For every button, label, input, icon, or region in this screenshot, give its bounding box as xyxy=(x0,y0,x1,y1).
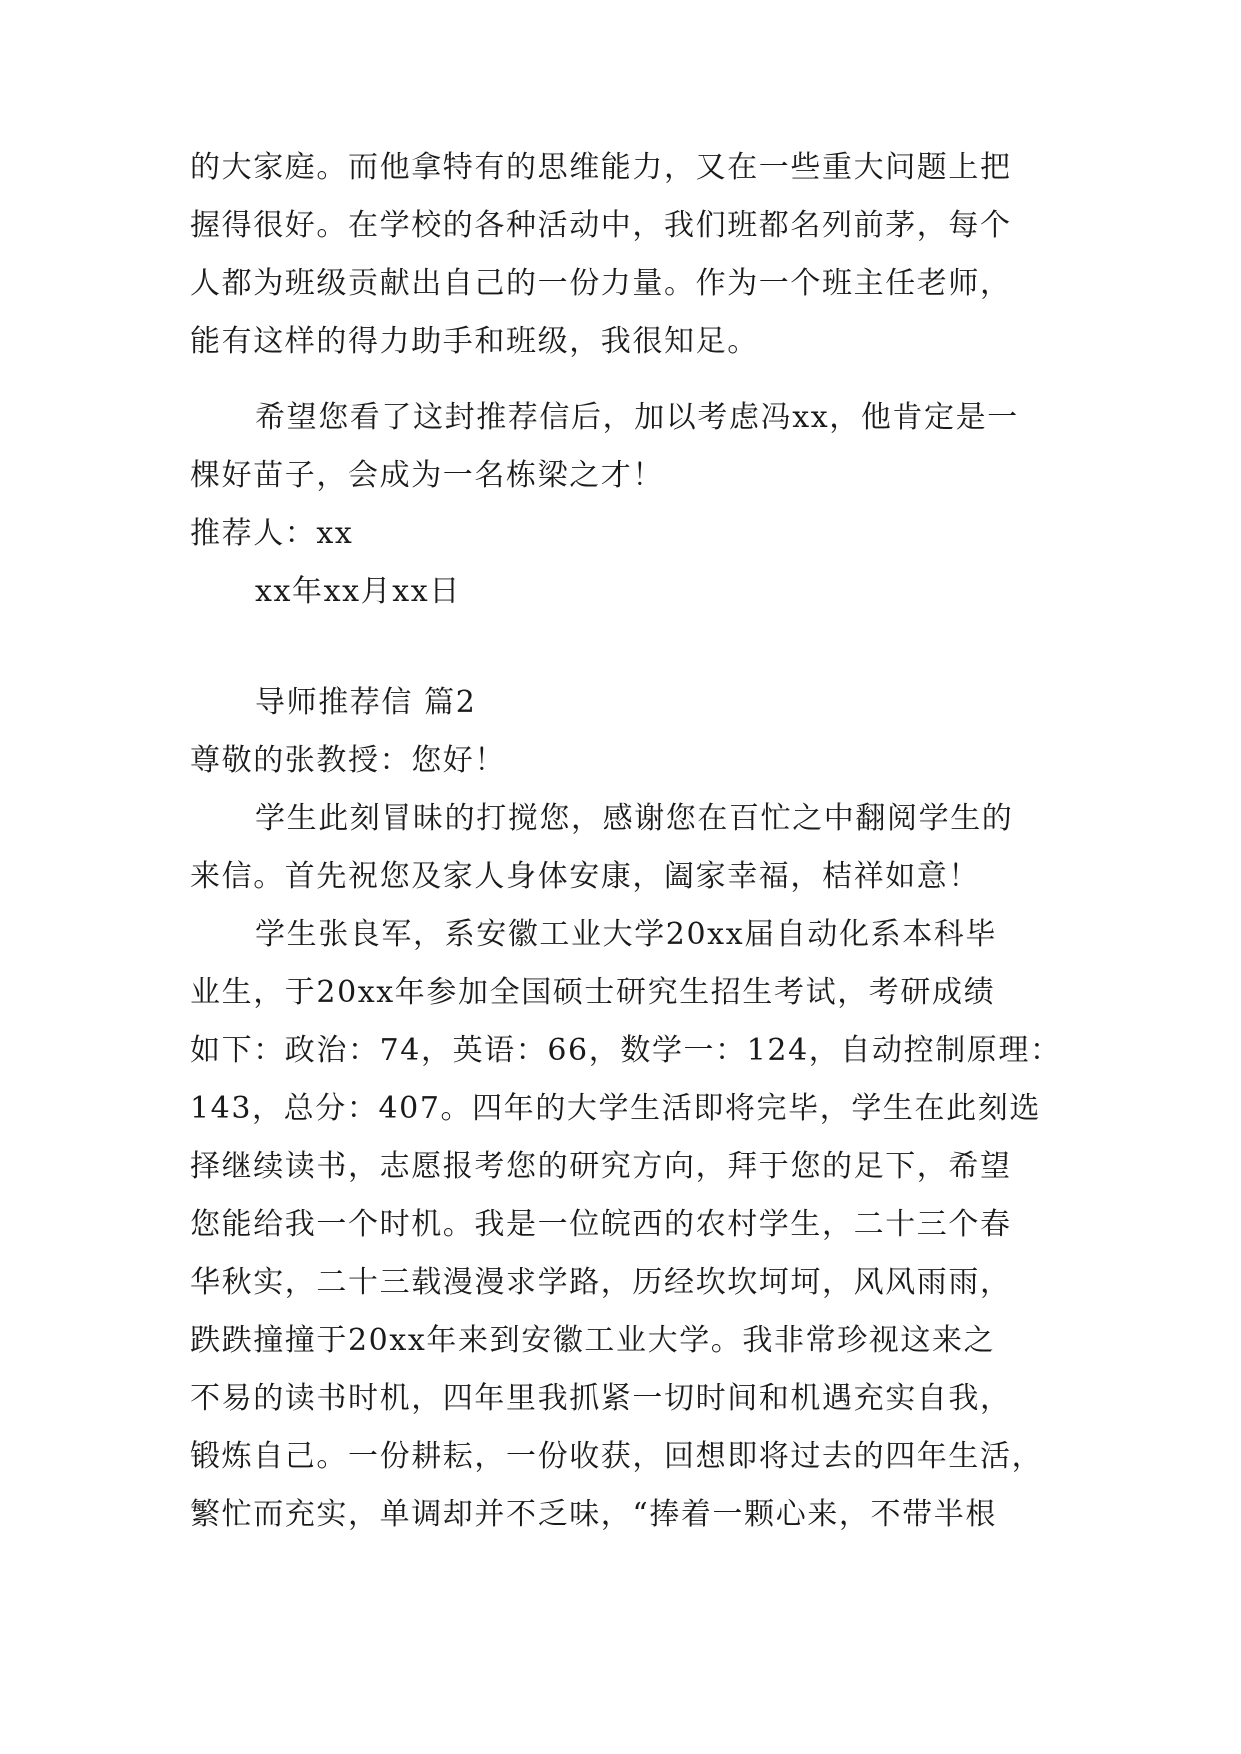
text-line: 繁忙而充实，单调却并不乏味，“捧着一颗心来，不带半根 xyxy=(190,1497,997,1532)
paragraph-start-line: 学生此刻冒昧的打搅您，感谢您在百忙之中翻阅学生的 xyxy=(255,801,1014,836)
text-line: 锻炼自己。一份耕耘，一份收获，回想即将过去的四年生活， xyxy=(190,1439,1044,1474)
text-line: 跌跌撞撞于20xx年来到安徽工业大学。我非常珍视这来之 xyxy=(190,1323,996,1358)
section-heading: 导师推荐信 篇2 xyxy=(255,685,477,720)
text-line: 能有这样的得力助手和班级，我很知足。 xyxy=(190,324,759,359)
salutation-line: 尊敬的张教授：您好！ xyxy=(190,743,506,778)
text-line: 华秋实，二十三载漫漫求学路，历经坎坎坷坷，风风雨雨， xyxy=(190,1265,1012,1300)
paragraph-start-line: 学生张良军，系安徽工业大学20xx届自动化系本科毕 xyxy=(255,917,998,952)
recommender-line: 推荐人：xx xyxy=(190,516,354,551)
text-line: 如下：政治：74，英语：66，数学一：124，自动控制原理： xyxy=(190,1033,1062,1068)
text-line: 不易的读书时机，四年里我抓紧一切时间和机遇充实自我， xyxy=(190,1381,1012,1416)
text-line: 来信。首先祝您及家人身体安康，阖家幸福，桔祥如意！ xyxy=(190,859,980,894)
text-line: 的大家庭。而他拿特有的思维能力，又在一些重大问题上把 xyxy=(190,150,1012,185)
text-line: 择继续读书，志愿报考您的研究方向，拜于您的足下，希望 xyxy=(190,1149,1012,1184)
text-line: 棵好苗子，会成为一名栋梁之才！ xyxy=(190,458,664,493)
text-line: 143，总分：407。四年的大学生活即将完毕，学生在此刻选 xyxy=(190,1091,1041,1126)
text-line: 人都为班级贡献出自己的一份力量。作为一个班主任老师， xyxy=(190,266,1012,301)
paragraph-start-line: 希望您看了这封推荐信后，加以考虑冯xx，他肯定是一 xyxy=(255,400,1019,435)
date-line: xx年xx月xx日 xyxy=(255,574,461,609)
text-line: 握得很好。在学校的各种活动中，我们班都名列前茅，每个 xyxy=(190,208,1012,243)
text-line: 业生，于20xx年参加全国硕士研究生招生考试，考研成绩 xyxy=(190,975,996,1010)
text-line: 您能给我一个时机。我是一位皖西的农村学生，二十三个春 xyxy=(190,1207,1012,1242)
